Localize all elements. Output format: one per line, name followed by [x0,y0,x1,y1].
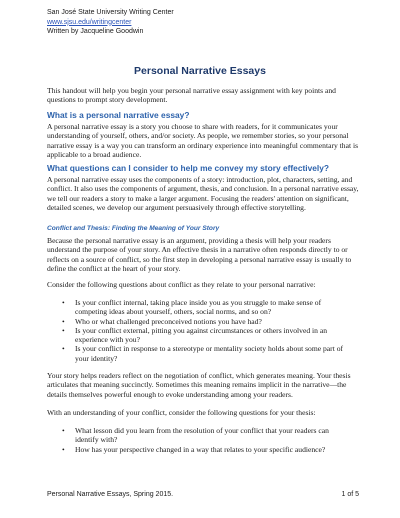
conflict-questions-list [62,298,352,363]
list-item: • Is your conflict in response to a stereotype or mentality society holds about some part of your identity? [62,344,344,363]
negotiation-paragraph: Your story helps readers reflect on the negotiation of conflict, which generates meaning. Your thesis articulates that meaning succinctly. Sometimes this meaning remains implicit in the narrative—the details themselves powerful enough to evoke understanding among your readers. [47,371,351,399]
list-item: • How has your perspective changed in a way that relates to your specific audience? [62,444,326,454]
bullet-icon: • [62,444,65,454]
list-item: • Who or what challenged preconceived notions you have had? [62,316,262,326]
section2-heading: What questions can I consider to help me convey my story effectively? [47,163,330,173]
header-url-link[interactable]: www.sjsu.edu/writingcenter [47,18,132,26]
section1-body: A personal narrative essay is a story you choose to share with readers, for it communicates your understanding of yourself, others, and/or society. As people, we remember stories, so your personal narrative essay is a way you can transform an ordinary experience into meaningful commentary that is applicable to a broad audience. [47,122,359,159]
page-footer [47,491,359,498]
footer-left: Personal Narrative Essays, Spring 2015. [47,491,174,498]
list-item: • What lesson did you learn from the resolution of your conflict that your readers can identify with? [62,426,329,445]
intro-paragraph: This handout will help you begin your personal narrative essay assignment with key points and questions to prompt story development. [47,86,336,105]
section2-body: A personal narrative essay uses the components of a story: introduction, plot, characters, setting, and conflict. It also uses the components of argument, thesis, and conclusion. In a personal narrative essay, we tell our readers a story to make a larger argument. Focusing the readers' attention on significant, detailed scenes, we develop our argument persuasively through effective storytelling. [47,175,359,212]
bullet-icon: • [62,325,65,335]
bullet-icon: • [62,316,65,326]
subsection-heading: Conflict and Thesis: Finding the Meaning of Your Story [47,225,220,232]
list-item: • Is your conflict external, pitting you against circumstances or others involved in an experience with you? [62,325,328,345]
section1-heading: What is a personal narrative essay? [47,110,190,120]
conflict-lead-in: Consider the following questions about conflict as they relate to your personal narrative: [47,280,316,289]
page-title: Personal Narrative Essays [134,65,266,77]
bullet-icon: • [62,426,65,435]
subsection-body: Because the personal narrative essay is an argument, providing a thesis will help your readers understand the purpose of your story. An effective thesis in a narrative often responds directly to or reflects on a source of conflict, so the first step in developing a personal narrative essay is usually to define the conflict at the heart of your story. [47,236,352,273]
header-org: San José State University Writing Center [47,9,174,16]
bullet-icon: • [62,344,65,354]
thesis-lead-in: With an understanding of your conflict, consider the following questions for your thesis: [47,408,316,417]
thesis-questions-list [62,426,352,454]
footer-page-number: 1 of 5 [341,491,359,498]
page-header [47,8,174,37]
header-author: Written by Jacqueline Goodwin [47,28,144,35]
bullet-icon: • [62,298,65,307]
list-item: • Is your conflict internal, taking place inside you as you struggle to make sense of competing ideas about yourself, others, social norms, and so on? [62,298,322,317]
